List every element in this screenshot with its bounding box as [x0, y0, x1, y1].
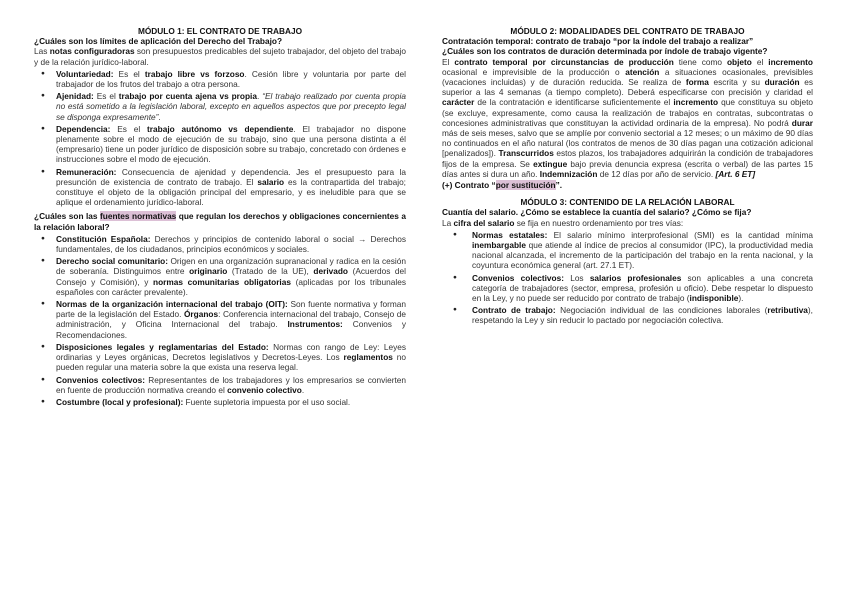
list-item-oit: ● Normas de la organización internacional del trabajo (OIT): Son fuente normativa y forman parte de la legislación del Estado. Órganos: Conferencia internacional del trabajo, Consejo de administración, y Oficina Internacional del trabajo. Instrumentos: Convenios y Recomendaciones. — [56, 299, 406, 340]
m3-intro: La cifra del salario se fija en nuestro ordenamiento por tres vías: — [442, 217, 684, 228]
list-item-dependencia: ● Dependencia: Es el trabajo autónomo vs dependiente. El trabajador no dispone plenamente sobre el modo de ejecución de su trabajo, sino que una persona distinta a él (empresario) tiene un poder jurídico de disposición sobre su trabajo, concretado con órdenes e instrucciones sobre el modo de ejecución. — [56, 124, 406, 165]
list-item-convenios: ● Convenios colectivos: Representantes de los trabajadores y los empresarios se convierten en fuente de producción normativa creando el convenio colectivo. — [56, 375, 406, 395]
list-item-convenios-colectivos: ● Convenios colectivos: Los salarios profesionales son aplicables a una concreta categoría de trabajadores (sector, empresa, profesión u oficio). Debe respetar lo dispuesto en la Ley, y no puede ser reducido por contrato de trabajo (indisponible). — [472, 273, 813, 304]
m3-question-1: Cuantía del salario. ¿Cómo se establece la cuantía del salario? ¿Cómo se fija? — [442, 207, 752, 218]
left-column — [34, 26, 406, 409]
m2-question-1: ¿Cuáles son los contratos de duración determinada por índole de trabajo vigente? — [442, 46, 768, 57]
m2-subtitle: Contratación temporal: contrato de trabajo “por la índole del trabajo a realizar” — [442, 36, 754, 47]
list-item-constitucion: ● Constitución Española: Derechos y principios de contenido laboral o social → Derechos fundamentales, de los ciudadanos, principios económicos y sociales. — [56, 234, 406, 254]
m1-notes-list — [34, 69, 406, 208]
list-item-comunitario: ● Derecho social comunitario: Origen en una organización supranacional y radica en la cesión de soberanía. Distinguimos entre originario (Tratado de la UE), derivado (Acuerdos del Consejo y Comisión), y normas comunitarias obligatorias (aplicadas por los tribunales españoles con carácter prevalente). — [56, 256, 406, 297]
m2-plus-line: (+) Contrato “por sustitución”. — [442, 180, 563, 191]
module-1-title: MÓDULO 1: EL CONTRATO DE TRABAJO — [137, 26, 303, 36]
m1-sources-list — [34, 234, 406, 407]
m1-intro: Las notas configuradoras son presupuestos predicables del sujeto trabajador, del objeto del trabajo y de la relación jurídico-laboral. — [34, 46, 407, 67]
module-3-title: MÓDULO 3: CONTENIDO DE LA RELACIÓN LABORAL — [520, 197, 735, 208]
list-item-disposiciones: ● Disposiciones legales y reglamentarias del Estado: Normas con rango de Ley: Leyes ordinarias y Leyes orgánicas, Decretos legislativos y Decretos-Leyes. Los reglamentos no pueden regular una materia sobre la que exista una reserva legal. — [56, 342, 406, 373]
list-item-voluntariedad: ● Voluntariedad: Es el trabajo libre vs forzoso. Cesión libre y voluntaria por parte del trabajador de los frutos del trabajo a otra persona. — [56, 69, 406, 89]
list-item-costumbre: ● Costumbre (local y profesional): Fuente supletoria impuesta por el uso social. — [56, 397, 406, 407]
highlight-fuentes: fuentes normativas — [100, 211, 177, 222]
list-item-ajenidad: ● Ajenidad: Es el trabajo por cuenta ajena vs propia. “El trabajo realizado por cuenta propia no está sometido a la legislación laboral, excepto en aquellos aspectos que por precepto legal se disponga expresamente”. — [56, 91, 406, 122]
list-item-normas-estatales: ● Normas estatales: El salario mínimo interprofesional (SMI) es la cantidad mínima inembargable que atiende al índice de precios al consumidor (IPC), la productividad media nacional alcanzada, el incremento de la participación del trabajo en la renta nacional, y la coyuntura económica general (art. 27.1 ET). — [472, 230, 813, 271]
m1-question-1: ¿Cuáles son los límites de aplicación del Derecho del Trabajo? — [34, 36, 283, 47]
right-column — [442, 26, 813, 328]
m2-paragraph: El contrato temporal por circunstancias de producción tiene como objeto el incremento ocasional e imprevisible de la producción o atención a situaciones ocasionales, previsibles (vacaciones incluidas) y de duración reducida. Se realiza de forma escrita y su duración es superior a las 4 semanas (a tiempo completo). Deberá especificarse con precisión y claridad el carácter de la contratación e identificarse suficientemente el incremento que constituya su objeto (se excluye, expresamente, como causa la realización de trabajos en contratas, subcontratas o concesiones administrativas que constituyan la actividad ordinaria de la empresa). No podrá durar más de seis meses, salvo que se amplíe por convenio sectorial a 12 meses; o un máximo de 90 días no continuados en el año natural (los contratos de menos de 30 días pagan una cotización adicional [penalizados]). Transcurridos estos plazos, los trabajadores adquirirán la condición de trabajadores fijos de la empresa. Se extingue bajo previa denuncia expresa (escrita o verbal) de las partes 15 días antes si dura un año. Indemnización de 12 días por año de servicio. [Art. 6 ET] — [442, 56, 814, 179]
m1-question-2: ¿Cuáles son las fuentes normativas que regulan los derechos y obligaciones concernientes a la relación laboral? — [34, 211, 406, 232]
module-2-title: MÓDULO 2: MODALIDADES DEL CONTRATO DE TRABAJO — [510, 26, 745, 36]
list-item-contrato-trabajo: ● Contrato de trabajo: Negociación individual de las condiciones laborales (retributiva), respetando la Ley y sin reducir lo pactado por negociación colectiva. — [472, 305, 813, 325]
highlight-sustitucion: por sustitución — [495, 180, 556, 191]
list-item-remuneracion: ● Remuneración: Consecuencia de ajenidad y dependencia. Jes el presupuesto para la presunción de existencia de contrato de trabajo. El salario es la contrapartida del trabajo; constituye el objeto de la obligación principal del empresario, y es ineludible para que se aplique el ordenamiento jurídico-laboral. — [56, 167, 406, 208]
m3-salary-list — [442, 230, 813, 326]
